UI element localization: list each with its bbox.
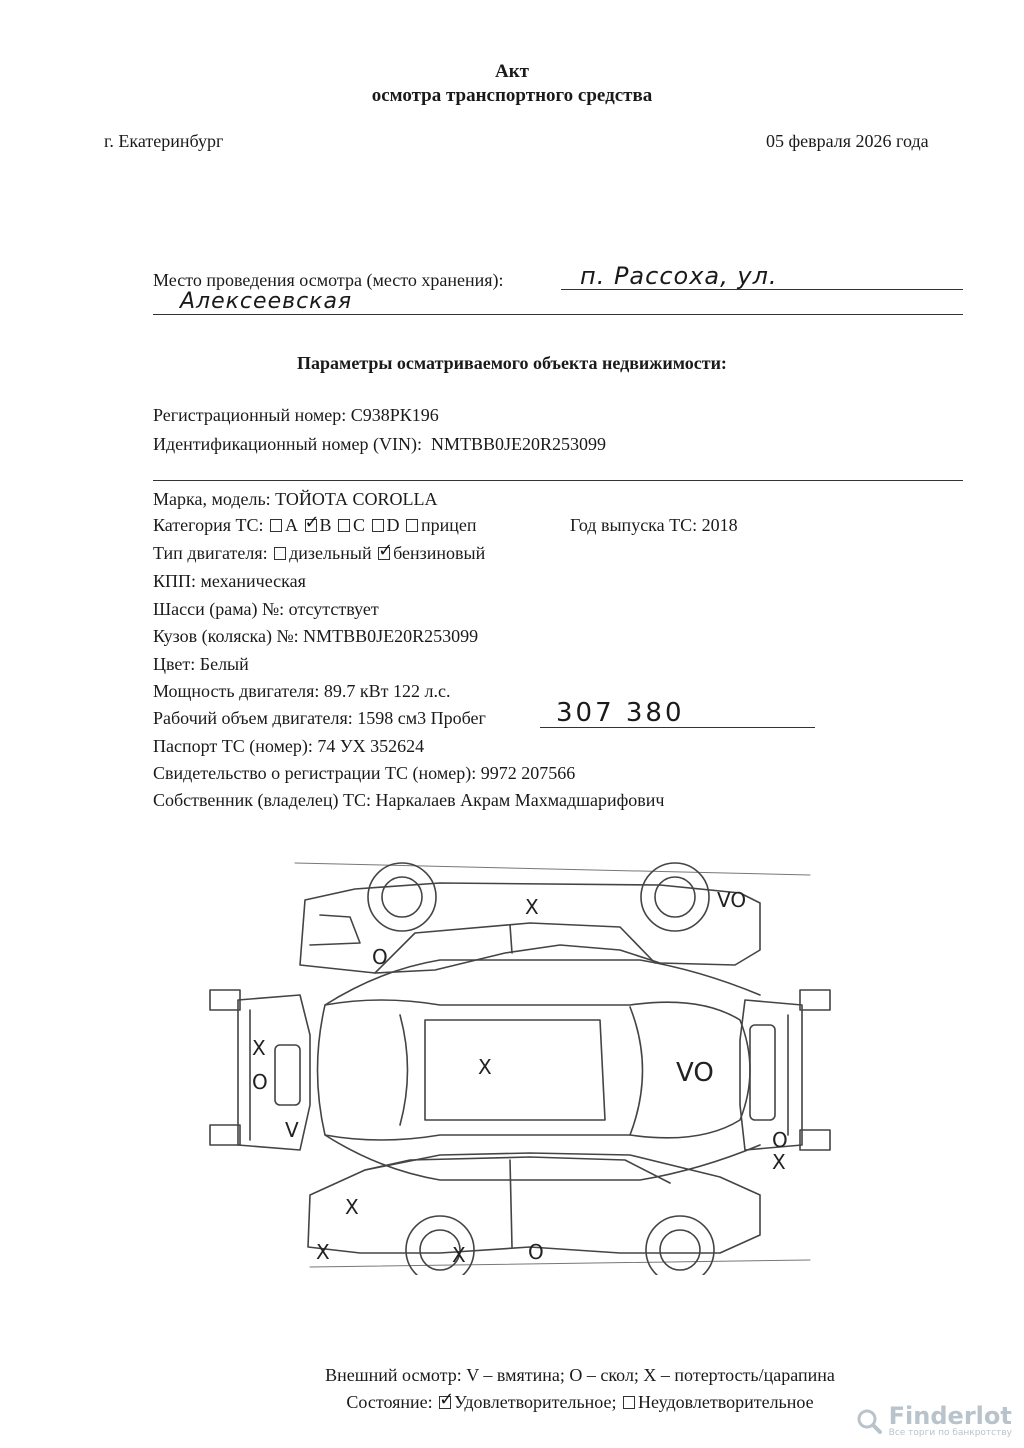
document-subtitle: осмотра транспортного средства [371,85,653,106]
displacement-label: Рабочий объем двигателя: [153,708,353,728]
petrol-label: бензиновый [393,543,486,563]
category-trailer-checkbox[interactable] [406,519,418,532]
mark-front-x: X [772,1150,786,1174]
body-value: NMTBB0JE20R253099 [303,626,479,646]
body-row [153,626,478,647]
category-trailer-label: прицеп [421,515,477,535]
city: г. Екатеринбург [104,131,224,151]
params-heading: Параметры осматриваемого объекта недвижимости: [297,353,727,373]
power-row [153,681,450,702]
state-unsatisfactory-checkbox[interactable] [623,1396,635,1409]
category-c-checkbox[interactable] [338,519,350,532]
mark-rear-o: O [252,1070,268,1094]
chassis-row [153,599,379,620]
mark-bottom-sill: X [452,1243,466,1267]
state-label: Состояние: [346,1392,433,1412]
mark-roof: X [478,1055,492,1079]
reg-certificate-row [153,763,575,784]
gearbox-value: механическая [200,571,306,591]
vin-value: NMTBB0JE20R253099 [430,434,606,454]
watermark [855,1404,1012,1438]
reg-certificate-value: 9972 207566 [480,763,576,783]
make-model-label: Марка, модель: [153,489,271,509]
category-b-label: В [319,515,332,535]
place-underline-2 [153,314,963,315]
magnifier-icon [855,1407,883,1435]
state-unsatisfactory-label: Неудовлетворительное [638,1392,814,1412]
mark-bottom-door: O [528,1240,544,1264]
front-view [740,990,830,1150]
power-label: Мощность двигателя: [153,681,320,701]
body-label: Кузов (коляска) №: [153,626,299,646]
diesel-label: дизельный [289,543,372,563]
category-a-label: А [285,515,298,535]
registration-label: Регистрационный номер: [153,405,347,425]
displacement-value: 1598 см3 [357,708,427,728]
passport-row [153,736,424,757]
place-handwritten-2: Алексеевская [180,289,353,314]
watermark-tagline: Все торги по банкротству [888,1428,1012,1438]
document-title: Акт [494,61,529,82]
passport-value: 74 УХ 352624 [317,736,425,756]
state-satisfactory-label: Удовлетворительное [454,1392,612,1412]
category-a-checkbox[interactable] [270,519,282,532]
vin-row [153,434,606,455]
category-c-label: С [353,515,366,535]
mileage-label: Пробег [430,708,486,728]
category-label: Категория ТС: [153,515,264,535]
category-row [153,515,477,536]
displacement-row [153,708,486,729]
mark-front-o: O [772,1128,788,1152]
mark-rear-x: X [252,1036,266,1060]
state-satisfactory-checkbox[interactable] [439,1396,451,1409]
chassis-label: Шасси (рама) №: [153,599,285,619]
mark-bottom-rear-bumper: X [316,1240,330,1264]
place-handwritten-1: п. Рассоха, ул. [580,262,778,290]
legend-line: Внешний осмотр: V – вмятина; O – скол; X – потертость/царапина [325,1365,835,1385]
passport-label: Паспорт ТС (номер): [153,736,313,756]
engine-type-label: Тип двигателя: [153,543,268,563]
year-row [570,515,738,536]
mark-hood: VO [676,1058,714,1088]
mark-top-door: X [525,895,539,919]
make-model-value: ТОЙОТА COROLLA [275,489,438,509]
place-label: Место проведения осмотра (место хранения): [153,270,504,290]
gearbox-row [153,571,306,592]
watermark-brand: Finderlot [888,1402,1012,1430]
year-value: 2018 [701,515,738,535]
color-row [153,654,249,675]
mark-top-front: O [372,945,388,969]
reg-certificate-label: Свидетельство о регистрации ТС (номер): [153,763,477,783]
category-b-checkbox[interactable] [305,519,317,532]
registration-row [153,405,439,426]
color-label: Цвет: [153,654,196,674]
state-row: Состояние: ✓ Удовлетворительное; Неудовлетворительное [0,1392,1024,1413]
mileage-handwritten: 307 380 [556,698,685,728]
color-value: Белый [199,654,249,674]
gearbox-label: КПП: [153,571,197,591]
power-value: 89.7 кВт 122 л.с. [323,681,451,701]
separator-line [153,480,963,481]
owner-label: Собственник (владелец) ТС: [153,790,372,810]
mark-rear-v: V [285,1118,299,1142]
owner-row [153,790,664,811]
category-d-label: D [386,515,400,535]
registration-value: С938РК196 [350,405,439,425]
diesel-checkbox[interactable] [274,547,286,560]
document-date: 05 февраля 2026 года [766,131,929,151]
engine-type-row [153,543,485,564]
chassis-value: отсутствует [288,599,379,619]
category-d-checkbox[interactable] [372,519,384,532]
car-inspection-diagram [200,855,840,1275]
year-label: Год выпуска ТС: [570,515,698,535]
owner-value: Наркалаев Акрам Махмадшарифович [375,790,665,810]
petrol-checkbox[interactable] [378,547,390,560]
mark-bottom-rear: X [345,1195,359,1219]
vin-label: Идентификационный номер (VIN): [153,434,422,454]
mark-top-rear-wheel: VO [717,888,747,912]
make-model-row [153,489,438,510]
